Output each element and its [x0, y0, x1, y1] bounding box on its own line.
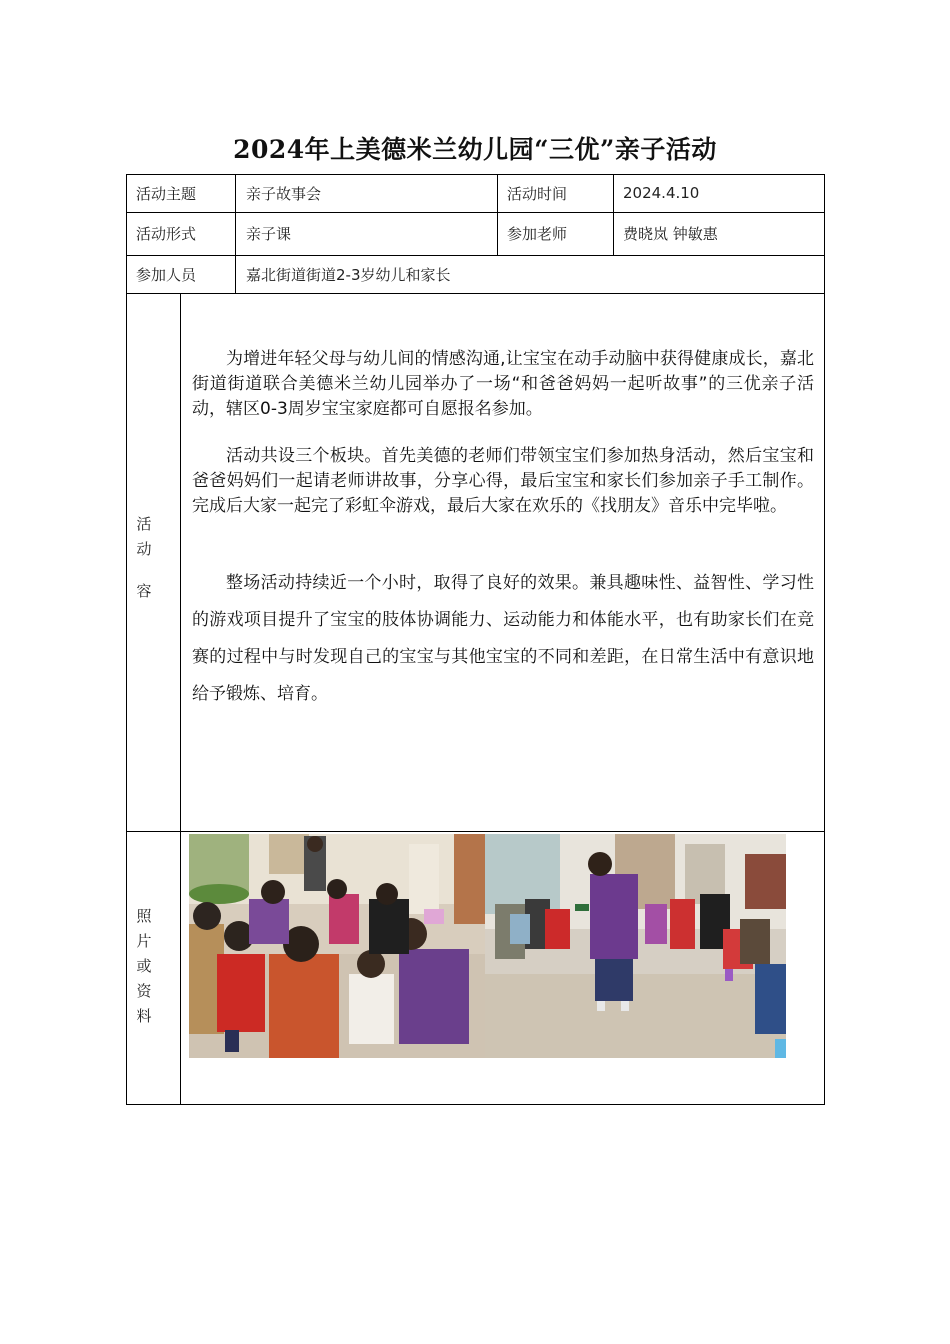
activity-photo-1: [189, 834, 485, 1058]
photos-label: [134, 909, 154, 1024]
participants-value: 嘉北街道街道2-3岁幼儿和家长: [246, 265, 451, 284]
participants-label: 参加人员: [136, 265, 197, 284]
photos-label-char: 照: [136, 907, 152, 925]
photos-label-char: 资: [136, 982, 152, 1000]
content-label-char: 动: [136, 540, 152, 558]
paragraph-2: 活动共设三个板块。首先美德的老师们带领宝宝们参加热身活动，然后宝宝和爸爸妈妈们一起请老师讲故事，分享心得，最后宝宝和家长们参加亲子手工制作。完成后大家一起完了彩虹伞游戏，最后大家在欢乐的《找朋友》音乐中完毕啦。: [192, 446, 814, 516]
teacher-label: 参加老师: [507, 225, 568, 243]
content-label-char: 容: [136, 582, 152, 600]
time-value: 2024.4.10: [623, 184, 700, 202]
content-label: [134, 517, 154, 599]
paragraph-1: 为增进年轻父母与幼儿间的情感沟通,让宝宝在动手动脑中获得健康成长，嘉北街道街道联合美德米兰幼儿园举办了一场“和爸爸妈妈一起听故事”的三优亲子活动，辖区0-3周岁宝宝家庭都可自愿报名参加。: [192, 349, 814, 419]
time-label: 活动时间: [507, 184, 568, 203]
photos-label-char: 料: [136, 1007, 152, 1025]
teacher-value: 费晓岚 钟敏惠: [623, 225, 718, 243]
page-title: 2024年上美德米兰幼儿园“三优”亲子活动: [233, 135, 717, 164]
photos-label-char: 片: [136, 932, 152, 950]
paragraph-3: 整场活动持续近一个小时，取得了良好的效果。兼具趣味性、益智性、学习性的游戏项目提升了宝宝的肢体协调能力、运动能力和体能水平，也有助家长们在竞赛的过程中与时发现自己的宝宝与其他宝宝的不同和差距，在日常生活中有意识地给予锻炼、培育。: [192, 573, 814, 704]
content-label-char: 活: [136, 515, 152, 533]
form-value: 亲子课: [246, 225, 292, 243]
activity-photo-2: [485, 834, 786, 1058]
photos-label-char: 或: [136, 957, 152, 975]
theme-label: 活动主题: [136, 184, 197, 203]
theme-value: 亲子故事会: [246, 184, 322, 203]
form-label: 活动形式: [136, 225, 197, 243]
